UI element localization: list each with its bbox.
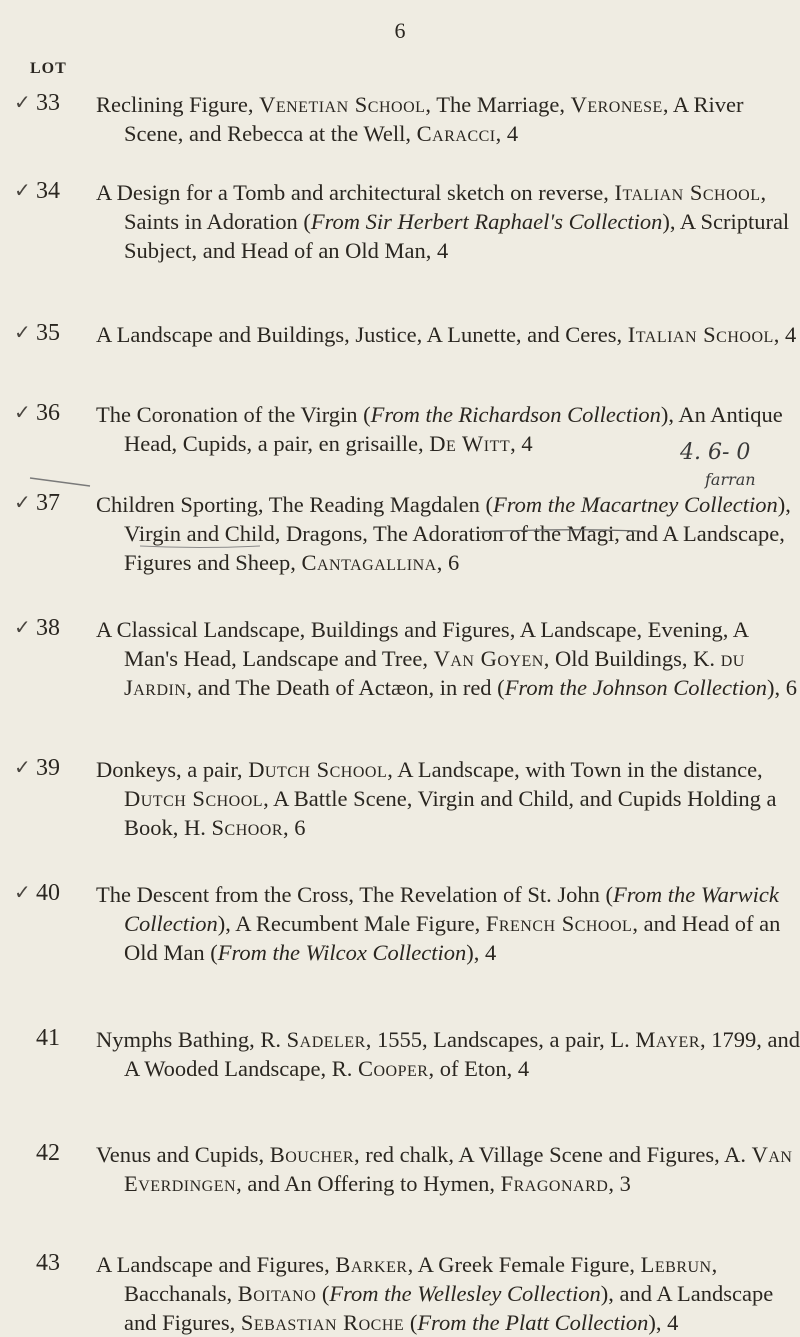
description-text: Venus and Cupids, bbox=[96, 1142, 270, 1167]
description-text: ), An Antique Head, Cupids, a pair, en grisaille, bbox=[124, 402, 783, 456]
artist-name: Italian School bbox=[614, 180, 761, 205]
description-text: ), A Recumbent Male Figure, bbox=[217, 911, 486, 936]
artist-name: Schoor bbox=[211, 815, 284, 840]
description-text: Donkeys, a pair, bbox=[96, 757, 249, 782]
description-text: , of Eton, 4 bbox=[428, 1056, 530, 1081]
check-mark-icon: ✓ bbox=[14, 178, 31, 202]
lot-number: 34 bbox=[36, 178, 60, 204]
check-mark-icon: ✓ bbox=[14, 320, 31, 344]
artist-name: Barker bbox=[335, 1252, 408, 1277]
description-text: Nymphs Bathing, R. bbox=[96, 1027, 287, 1052]
artist-name: Dutch School bbox=[124, 786, 264, 811]
description-text: , and The Death of Actæon, in red ( bbox=[186, 675, 505, 700]
lot-description bbox=[96, 178, 800, 265]
artist-name: Caracci bbox=[416, 121, 496, 146]
artist-name: Mayer bbox=[635, 1027, 700, 1052]
description-text: , 4 bbox=[773, 322, 797, 347]
provenance: From the Richardson Collection bbox=[370, 402, 661, 427]
description-text: ), 4 bbox=[466, 940, 497, 965]
artist-name: Veronese bbox=[570, 92, 663, 117]
lot-number: 38 bbox=[36, 615, 60, 641]
description-text: , 1555, Landscapes, a pair, L. bbox=[365, 1027, 636, 1052]
description-text: ), 6 bbox=[766, 675, 797, 700]
check-mark-icon: ✓ bbox=[14, 490, 31, 514]
description-text: A Design for a Tomb and architectural sketch on reverse, bbox=[96, 180, 615, 205]
margin-note: 4. 6- 0 bbox=[680, 440, 751, 465]
bracket-stroke bbox=[30, 478, 90, 486]
description-text: The Descent from the Cross, The Revelation of St. John ( bbox=[96, 882, 613, 907]
lot-description bbox=[96, 755, 800, 842]
lot-description bbox=[96, 615, 800, 702]
description-text: Reclining Figure, bbox=[96, 92, 260, 117]
description-text: , 1799, and A Wooded Landscape, R. bbox=[124, 1027, 800, 1081]
description-text: , and Head of an Old Man ( bbox=[124, 911, 781, 965]
lot-number: 41 bbox=[36, 1025, 60, 1051]
lot-number: 39 bbox=[36, 755, 60, 781]
artist-name: Italian School bbox=[627, 322, 774, 347]
provenance: From the Wilcox Collection bbox=[217, 940, 467, 965]
check-mark-icon: ✓ bbox=[14, 755, 31, 779]
artist-name: Van Everdingen bbox=[124, 1142, 793, 1196]
description-text: A Classical Landscape, Buildings and Figures, A Landscape, Evening, A Man's Head, Landscape and Tree, bbox=[96, 617, 748, 671]
description-text: ), Virgin and Child, Dragons, The Adoration of the Magi, and A Landscape, Figures and Sheep, bbox=[124, 492, 791, 575]
description-text: , Saints in Adoration ( bbox=[124, 180, 767, 234]
check-mark-icon: ✓ bbox=[14, 400, 31, 424]
lot-description bbox=[96, 1140, 800, 1198]
description-text: , The Marriage, bbox=[425, 92, 571, 117]
artist-name: Venetian School bbox=[259, 92, 426, 117]
artist-name: Cantagallina bbox=[301, 550, 437, 575]
lot-number: 36 bbox=[36, 400, 60, 426]
artist-name: Fragonard bbox=[500, 1171, 609, 1196]
description-text: , and An Offering to Hymen, bbox=[236, 1171, 501, 1196]
artist-name: Dutch School bbox=[248, 757, 388, 782]
description-text: Children Sporting, The Reading Magdalen ( bbox=[96, 492, 494, 517]
lot-number: 37 bbox=[36, 490, 60, 516]
provenance: From Sir Herbert Raphael's Collection bbox=[310, 209, 663, 234]
artist-name: Boucher bbox=[269, 1142, 355, 1167]
description-text: , red chalk, A Village Scene and Figures, A. bbox=[354, 1142, 752, 1167]
artist-name: Sebastian Roche bbox=[240, 1310, 405, 1335]
lot-description bbox=[96, 1025, 800, 1083]
description-text: ), A Scriptural Subject, and Head of an Old Man, 4 bbox=[124, 209, 790, 263]
lot-description bbox=[96, 490, 800, 577]
description-text: ), 4 bbox=[648, 1310, 679, 1335]
artist-name: Boitano bbox=[237, 1281, 317, 1306]
lot-description bbox=[96, 400, 800, 458]
lot-description bbox=[96, 90, 800, 148]
artist-name: Van Goyen bbox=[433, 646, 544, 671]
description-text: A Landscape and Buildings, Justice, A Lunette, and Ceres, bbox=[96, 322, 628, 347]
page-number: 6 bbox=[394, 18, 406, 43]
description-text: , Old Buildings, K. bbox=[543, 646, 721, 671]
description-text: , A Battle Scene, Virgin and Child, and Cupids Holding a Book, H. bbox=[124, 786, 777, 840]
artist-name: De Witt bbox=[429, 431, 511, 456]
provenance: From the Platt Collection bbox=[417, 1310, 649, 1335]
lot-description bbox=[96, 1250, 800, 1337]
provenance: From the Wellesley Collection bbox=[329, 1281, 601, 1306]
provenance: From the Macartney Collection bbox=[493, 492, 778, 517]
description-text: ), and A Landscape and Figures, bbox=[124, 1281, 774, 1335]
description-text: ( bbox=[404, 1310, 418, 1335]
artist-name: French School bbox=[485, 911, 633, 936]
provenance: From the Johnson Collection bbox=[504, 675, 767, 700]
check-mark-icon: ✓ bbox=[14, 90, 31, 114]
lot-number: 42 bbox=[36, 1140, 60, 1166]
description-text: ( bbox=[316, 1281, 330, 1306]
description-text: , 6 bbox=[436, 550, 460, 575]
description-text: , Bacchanals, bbox=[124, 1252, 718, 1306]
provenance: From the Warwick Collection bbox=[124, 882, 779, 936]
lot-number: 40 bbox=[36, 880, 60, 906]
artist-name: Sadeler bbox=[286, 1027, 366, 1052]
description-text: , 6 bbox=[283, 815, 306, 840]
description-text: , 4 bbox=[495, 121, 519, 146]
description-text: , 4 bbox=[510, 431, 533, 456]
margin-note-2: farran bbox=[705, 470, 756, 489]
check-mark-icon: ✓ bbox=[14, 615, 31, 639]
description-text: , 3 bbox=[608, 1171, 631, 1196]
lot-description bbox=[96, 320, 800, 349]
description-text: A Landscape and Figures, bbox=[96, 1252, 336, 1277]
artist-name: Cooper bbox=[357, 1056, 429, 1081]
description-text: , A Greek Female Figure, bbox=[407, 1252, 641, 1277]
description-text: , A River Scene, and Rebecca at the Well, bbox=[124, 92, 744, 146]
description-text: , A Landscape, with Town in the distance, bbox=[387, 757, 763, 782]
lot-number: 33 bbox=[36, 90, 60, 116]
lot-number: 35 bbox=[36, 320, 60, 346]
lot-number: 43 bbox=[36, 1250, 60, 1276]
lot-description bbox=[96, 880, 800, 967]
artist-name: du Jardin bbox=[124, 646, 745, 700]
lot-column-header: LOT bbox=[30, 60, 67, 77]
description-text: The Coronation of the Virgin ( bbox=[96, 402, 371, 427]
check-mark-icon: ✓ bbox=[14, 880, 31, 904]
artist-name: Lebrun bbox=[640, 1252, 712, 1277]
